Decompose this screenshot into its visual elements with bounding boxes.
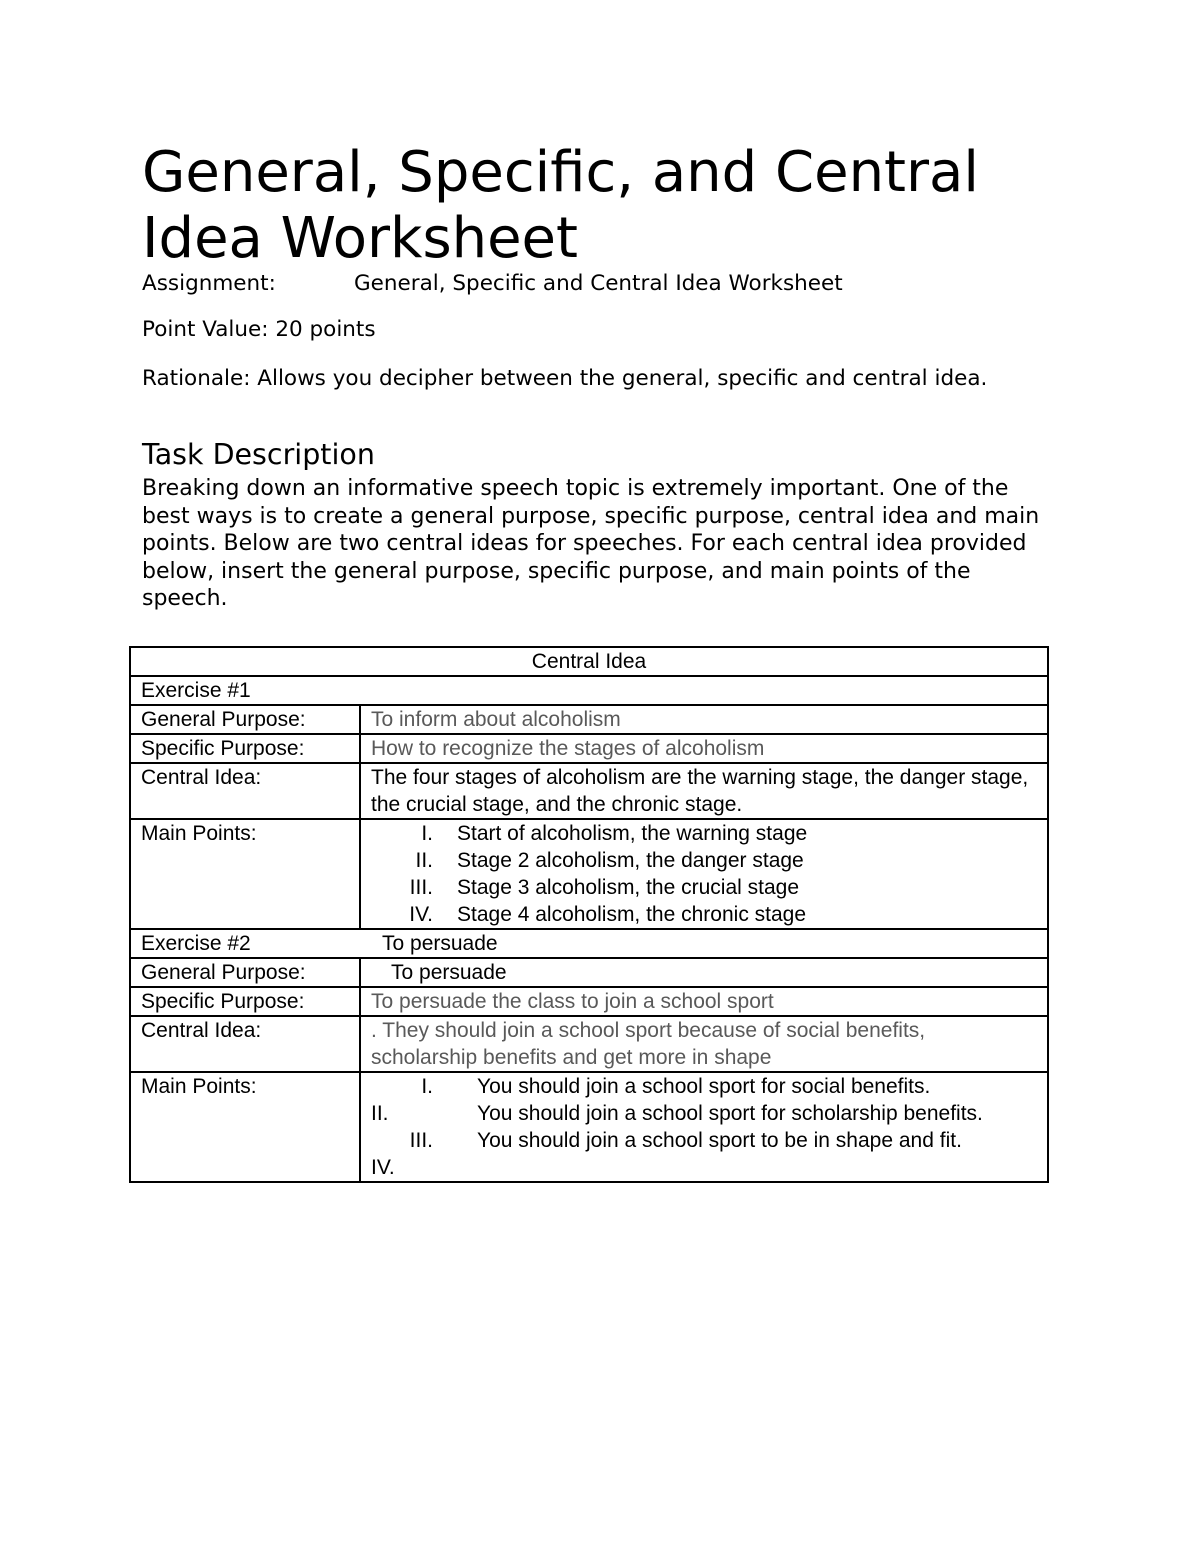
point-value: Point Value: 20 points — [142, 317, 376, 342]
exercise1-central-label: Central Idea: — [130, 763, 360, 819]
exercise1-points-list — [371, 820, 1037, 928]
table-row — [130, 1072, 1048, 1182]
table-row — [130, 958, 1048, 987]
exercise2-specific-value: To persuade the class to join a school sport — [360, 987, 1048, 1016]
table-row — [130, 763, 1048, 819]
point-number: II. — [371, 1102, 389, 1125]
point-number: IV. — [409, 903, 433, 926]
exercise1-specific-value: How to recognize the stages of alcoholism — [360, 734, 1048, 763]
table-row — [130, 734, 1048, 763]
point-text: Start of alcoholism, the warning stage — [457, 822, 808, 845]
exercise2-main-points — [360, 1072, 1048, 1182]
exercise2-main-label: Main Points: — [130, 1072, 360, 1182]
list-item — [371, 1100, 1037, 1127]
table-row — [130, 929, 1048, 958]
table-row — [130, 676, 1048, 705]
exercise2-central-label: Central Idea: — [130, 1016, 360, 1072]
exercise2-central-value: . They should join a school sport because of social benefits, scholarship benefits and get more in shape — [360, 1016, 1048, 1072]
table-row — [130, 705, 1048, 734]
point-text: You should join a school sport for social benefits. — [477, 1075, 931, 1098]
exercise1-central-value: The four stages of alcoholism are the warning stage, the danger stage, the crucial stage, and the chronic stage. — [360, 763, 1048, 819]
list-item — [371, 1127, 1037, 1154]
exercise1-main-label: Main Points: — [130, 819, 360, 929]
exercise1-general-label: General Purpose: — [130, 705, 360, 734]
page-title: General, Specific, and Central Idea Worksheet — [142, 140, 979, 271]
point-number: I. — [421, 1075, 433, 1098]
point-text: Stage 4 alcoholism, the chronic stage — [457, 903, 807, 926]
trailing-point-number: IV. — [371, 1156, 395, 1179]
task-description-heading: Task Description — [142, 438, 375, 471]
point-number: III. — [409, 876, 433, 899]
exercise2-label: Exercise #2 — [130, 929, 360, 958]
table-row — [130, 1016, 1048, 1072]
rationale: Rationale: Allows you decipher between the general, specific and central idea. — [142, 366, 988, 391]
exercise2-label-value: To persuade — [360, 929, 1048, 958]
assignment-label: Assignment: — [142, 271, 276, 296]
list-item — [371, 874, 1037, 901]
exercise1-general-value: To inform about alcoholism — [360, 705, 1048, 734]
list-item — [371, 820, 1037, 847]
list-item — [371, 1073, 1037, 1100]
exercise2-points-list — [371, 1073, 1037, 1154]
table-row — [130, 819, 1048, 929]
exercise2-general-label: General Purpose: — [130, 958, 360, 987]
point-text: You should join a school sport to be in shape and fit. — [477, 1129, 962, 1152]
exercise2-specific-label: Specific Purpose: — [130, 987, 360, 1016]
point-text: Stage 3 alcoholism, the crucial stage — [457, 876, 800, 899]
point-number: I. — [421, 822, 433, 845]
point-number: II. — [415, 849, 433, 872]
table-header-row — [130, 647, 1048, 676]
assignment-value: General, Specific and Central Idea Worksheet — [354, 271, 843, 296]
table-header: Central Idea — [130, 647, 1048, 676]
task-description-body: Breaking down an informative speech topic is extremely important. One of the best ways is to create a general purpose, specific purpose, central idea and main points. Below are two central ideas for speeches. For each central idea provided below, insert the general purpose, specific purpose, and main points of the speech. — [142, 476, 1040, 611]
list-item — [371, 847, 1037, 874]
central-idea-table — [129, 646, 1049, 1183]
exercise2-general-value: To persuade — [360, 958, 1048, 987]
exercise1-label: Exercise #1 — [130, 676, 1048, 705]
list-item — [371, 901, 1037, 928]
exercise1-main-points — [360, 819, 1048, 929]
point-text: Stage 2 alcoholism, the danger stage — [457, 849, 804, 872]
point-number: III. — [409, 1129, 433, 1152]
table-row — [130, 987, 1048, 1016]
exercise1-specific-label: Specific Purpose: — [130, 734, 360, 763]
point-text: You should join a school sport for scholarship benefits. — [477, 1102, 983, 1125]
